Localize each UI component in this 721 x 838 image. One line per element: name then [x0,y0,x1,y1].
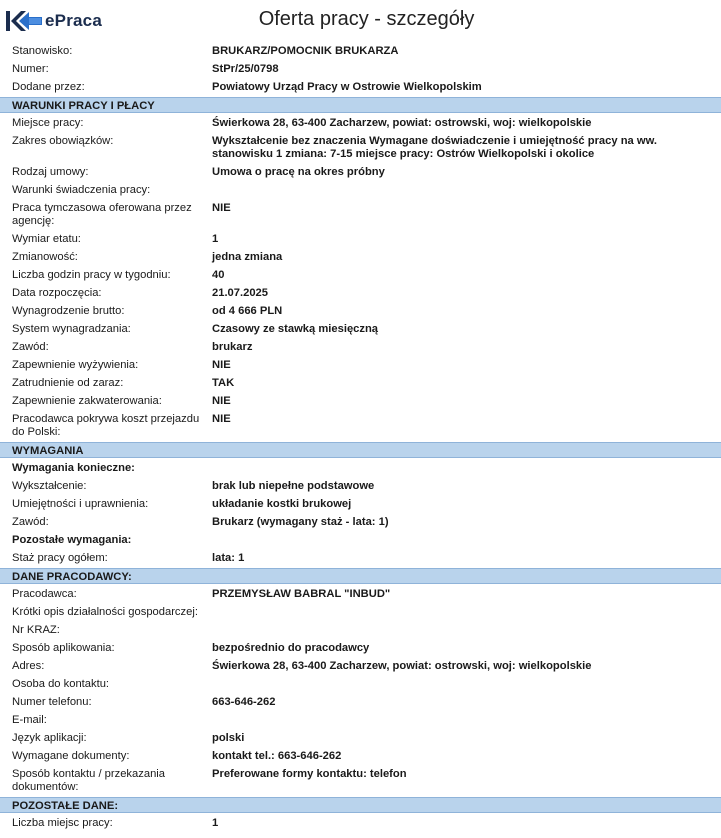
field-row-numer [0,60,721,78]
field-row [0,747,721,765]
field-row [0,114,721,132]
field-row [0,230,721,248]
field-row [0,248,721,266]
field-label: Pracodawca: [12,588,77,600]
field-value: Świerkowa 28, 63-400 Zacharzew, powiat: ostrowski, woj: wielkopolskie [212,117,592,129]
field-label: Praca tymczasowa oferowana przez agencję: [12,202,192,227]
field-value: jedna zmiana [212,251,283,263]
field-row [0,814,721,832]
field-row [0,320,721,338]
field-row [0,495,721,513]
field-row [0,513,721,531]
section-header-wymagania: WYMAGANIA [0,442,721,458]
field-row [0,392,721,410]
field-value: układanie kostki brukowej [212,498,352,510]
section-header-pracodawca: DANE PRACODAWCY: [0,568,721,584]
field-value: kontakt tel.: 663-646-262 [212,750,342,762]
field-value: Czasowy ze stawką miesięczną [212,323,379,335]
field-label: Zapewnienie wyżywienia: [12,359,139,371]
field-row [0,639,721,657]
field-value: PRZEMYSŁAW BABRAL "INBUD" [212,588,391,600]
field-label: System wynagradzania: [12,323,131,335]
field-row [0,711,721,729]
field-row [0,163,721,181]
field-label: Wymiar etatu: [12,233,81,245]
field-value: lata: 1 [212,552,245,564]
field-value: Umowa o pracę na okres próbny [212,166,385,178]
field-value: brukarz [212,341,253,353]
field-label: Liczba godzin pracy w tygodniu: [12,269,171,281]
field-label: Numer telefonu: [12,696,92,708]
field-label: Dodane przez: [12,81,85,93]
field-row [0,338,721,356]
field-value: 21.07.2025 [212,287,268,299]
field-value: TAK [212,377,235,389]
field-label: Zawód: [12,516,49,528]
wymagania-fields [0,459,721,567]
pracodawca-fields [0,585,721,796]
top-fields [0,42,721,96]
field-row [0,477,721,495]
field-row [0,356,721,374]
field-label: Sposób aplikowania: [12,642,115,654]
warunki-fields [0,114,721,441]
field-value: Powiatowy Urząd Pracy w Ostrowie Wielkopolskim [212,81,482,93]
section-header-pozostale: POZOSTAŁE DANE: [0,797,721,813]
logo-text: ePraca [45,11,102,30]
field-value: Preferowane formy kontaktu: telefon [212,768,407,780]
field-value: NIE [212,202,231,214]
field-value: 1 [212,233,219,245]
field-row [0,132,721,163]
field-value: bezpośrednio do pracodawcy [212,642,370,654]
field-row [0,585,721,603]
field-value: od 4 666 PLN [212,305,283,317]
field-label: Rodzaj umowy: [12,166,89,178]
field-row [0,603,721,621]
field-label: Adres: [12,660,45,672]
field-value: NIE [212,395,231,407]
field-row [0,549,721,567]
field-row [0,675,721,693]
field-row [0,410,721,441]
subheading-pozostale: Pozostałe wymagania: [12,534,132,546]
field-label: Sposób kontaktu / przekazania dokumentów: [12,768,165,793]
field-label: Zatrudnienie od zaraz: [12,377,124,389]
field-value: brak lub niepełne podstawowe [212,480,375,492]
field-label: Warunki świadczenia pracy: [12,184,151,196]
page-title: Oferta pracy - szczegóły [258,8,475,30]
field-label: Wykształcenie: [12,480,87,492]
pozostale-fields [0,814,721,832]
field-row [0,693,721,711]
field-label: Zmianowość: [12,251,78,263]
field-row [0,374,721,392]
field-label: Krótki opis działalności gospodarczej: [12,606,198,618]
field-row [0,729,721,747]
field-label: Zapewnienie zakwaterowania: [12,395,162,407]
field-row [0,765,721,796]
field-value: polski [212,732,245,744]
subheading-konieczne: Wymagania konieczne: [12,462,135,474]
field-label: Numer: [12,63,49,75]
page-header [0,0,721,42]
field-label: Zawód: [12,341,49,353]
section-header-warunki: WARUNKI PRACY I PŁACY [0,97,721,113]
field-label: Stanowisko: [12,45,73,57]
field-value: 1 [212,817,219,829]
field-value: Wykształcenie bez znaczenia Wymagane doświadczenie i umiejętność pracy na ww. stanowisku 1 zmiana: 7-15 miejsce pracy: Ostrów Wielkopolski i okolice [212,135,657,160]
field-label: Liczba miejsc pracy: [12,817,113,829]
field-label: Data rozpoczęcia: [12,287,102,299]
field-label: Pracodawca pokrywa koszt przejazdu do Polski: [12,413,200,438]
field-label: Język aplikacji: [12,732,87,744]
field-value: Brukarz (wymagany staż - lata: 1) [212,516,389,528]
field-label: Osoba do kontaktu: [12,678,110,690]
field-row [0,657,721,675]
field-value: BRUKARZ/POMOCNIK BRUKARZA [212,45,399,57]
offer-details [0,42,721,832]
field-row [0,302,721,320]
field-row-dodane-przez [0,78,721,96]
field-label: Nr KRAZ: [12,624,60,636]
field-value: NIE [212,413,231,425]
field-label: Miejsce pracy: [12,117,84,129]
field-row [0,621,721,639]
field-value: StPr/25/0798 [212,63,279,75]
field-row [0,199,721,230]
field-label: Wymagane dokumenty: [12,750,130,762]
field-label: Staż pracy ogółem: [12,552,108,564]
field-row [0,284,721,302]
field-value: NIE [212,359,231,371]
field-row [0,181,721,199]
field-value: 663-646-262 [212,696,276,708]
field-value: 40 [212,269,225,281]
field-row [0,266,721,284]
field-row-stanowisko [0,42,721,60]
field-label: Wynagrodzenie brutto: [12,305,125,317]
field-label: E-mail: [12,714,47,726]
field-label: Zakres obowiązków: [12,135,114,147]
field-value: Świerkowa 28, 63-400 Zacharzew, powiat: ostrowski, woj: wielkopolskie [212,660,592,672]
field-label: Umiejętności i uprawnienia: [12,498,149,510]
